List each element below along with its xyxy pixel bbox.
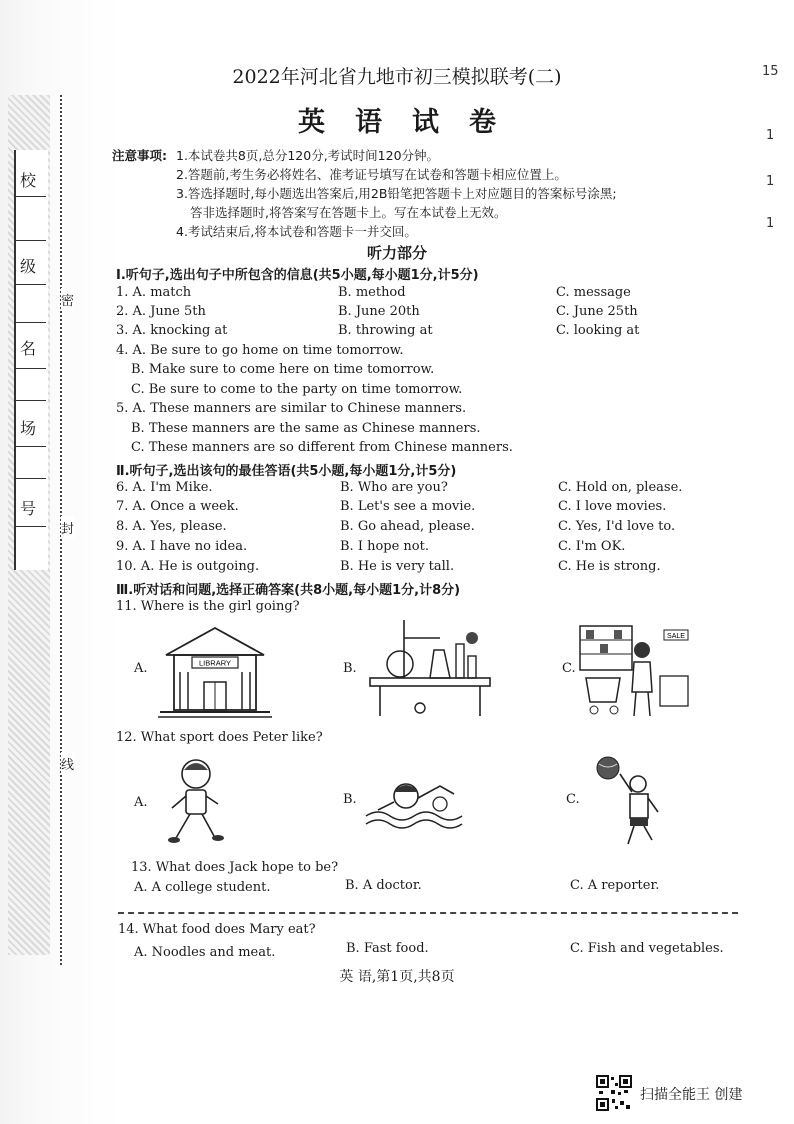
swimming-picture [360,764,472,834]
binding-rule [14,284,46,285]
section-3-heading: Ⅲ.听对话和问题,选择正确答案(共8小题,每小题1分,计8分) [116,583,461,598]
option-text: 2. A. June 5th [116,304,206,319]
notice-item: 答非选择题时,将答案写在答题卡上。写在本试卷上无效。 [190,205,507,220]
dashed-divider [118,912,738,914]
edge-mark: 1 [766,128,775,143]
option-text: B. Make sure to come here on time tomorrow. [131,362,435,377]
option-text: 10. A. He is outgoing. [116,559,260,574]
option-text: A. Noodles and meat. [134,945,276,960]
question-14: 14. What food does Mary eat? [118,922,316,937]
option-text: B. Go ahead, please. [340,519,475,534]
notice-item: 2.答题前,考生务必将姓名、准考证号填写在试卷和答题卡相应位置上。 [176,167,567,182]
picture-label: B. [343,792,357,807]
option-text: C. June 25th [556,304,638,319]
option-text: B. Who are you? [340,480,448,495]
binding-label-room: 场 [20,419,37,438]
binding-rule [14,400,46,401]
question-11: 11. Where is the girl going? [116,599,300,614]
running-picture [160,756,232,852]
option-text: B. throwing at [338,323,433,338]
binding-label-name: 名 [20,339,37,358]
option-text: 9. A. I have no idea. [116,539,248,554]
seal-char-xian: 线 [61,752,74,775]
notice-label: 注意事项: [112,148,167,163]
binding-rule [14,478,46,479]
option-text: 6. A. I'm Mike. [116,480,213,495]
binding-rule [14,240,46,241]
option-text: C. I'm OK. [558,539,626,554]
option-text: B. Fast food. [346,941,429,956]
option-text: 5. A. These manners are similar to Chinese manners. [116,401,467,416]
option-text: 3. A. knocking at [116,323,228,338]
option-text: C. A reporter. [570,878,660,893]
option-text: C. looking at [556,323,640,338]
question-12: 12. What sport does Peter like? [116,730,323,745]
binding-label-class: 级 [20,257,37,276]
option-text: C. message [556,285,631,300]
option-text: C. Fish and vegetables. [570,941,724,956]
notice-item: 4.考试结束后,将本试卷和答题卡一并交回。 [176,224,417,239]
option-text: C. These manners are so different from Chinese manners. [131,440,513,455]
edge-mark: 1 [766,216,775,231]
binding-rule [14,368,46,369]
option-text: A. A college student. [134,880,271,895]
option-text: C. He is strong. [558,559,661,574]
qr-code-icon [596,1075,632,1111]
binding-rule [14,196,46,197]
option-text: 1. A. match [116,285,192,300]
supermarket-picture [576,616,692,720]
sale-sign-text: SALE [667,633,685,640]
subject-title: 英语试卷 [298,107,526,138]
edge-mark: 15 [762,64,779,79]
basketball-picture [594,754,674,848]
edge-mark: 1 [766,174,775,189]
library-picture [156,620,274,720]
binding-label-number: 号 [20,499,37,518]
option-text: C. I love movies. [558,499,667,514]
option-text: B. June 20th [338,304,420,319]
picture-label: A. [134,795,148,810]
picture-label: C. [562,661,576,676]
question-13: 13. What does Jack hope to be? [131,860,339,875]
seal-char-feng: 封 [61,516,74,539]
option-text: B. Let's see a movie. [340,499,476,514]
option-text: C. Yes, I'd love to. [558,519,676,534]
binding-rule [14,446,46,447]
option-text: B. He is very tall. [340,559,455,574]
option-text: 4. A. Be sure to go home on time tomorrow. [116,343,404,358]
page-footer: 英 语,第1页,共8页 [339,969,455,985]
option-text: B. A doctor. [345,878,422,893]
section-2-heading: Ⅱ.听句子,选出该句的最佳答语(共5小题,每小题1分,计5分) [116,464,457,479]
option-text: B. I hope not. [340,539,429,554]
section-1-heading: Ⅰ.听句子,选出句子中所包含的信息(共5小题,每小题1分,计5分) [116,268,479,283]
picture-label: A. [134,661,148,676]
picture-label: C. [566,792,580,807]
option-text: B. These manners are the same as Chinese manners. [131,421,481,436]
option-text: C. Be sure to come to the party on time tomorrow. [131,382,463,397]
notice-item: 1.本试卷共8页,总分120分,考试时间120分钟。 [176,148,440,163]
option-text: 7. A. Once a week. [116,499,239,514]
binding-rule [14,322,46,323]
laboratory-picture [360,616,496,720]
option-text: B. method [338,285,406,300]
option-text: 8. A. Yes, please. [116,519,227,534]
listening-part-title: 听力部分 [366,244,427,262]
scanner-watermark: 扫描全能王 创建 [640,1087,743,1103]
library-sign-text: LIBRARY [199,658,231,668]
seal-char-mi: 密 [61,288,74,311]
binding-label-school: 校 [20,171,37,190]
binding-rule [14,526,46,527]
notice-item: 3.答选择题时,每小题选出答案后,用2B铅笔把答题卡上对应题目的答案标号涂黑; [176,186,617,201]
option-text: C. Hold on, please. [558,480,683,495]
exam-title: 2022年河北省九地市初三模拟联考(二) [232,66,562,88]
picture-label: B. [343,661,357,676]
